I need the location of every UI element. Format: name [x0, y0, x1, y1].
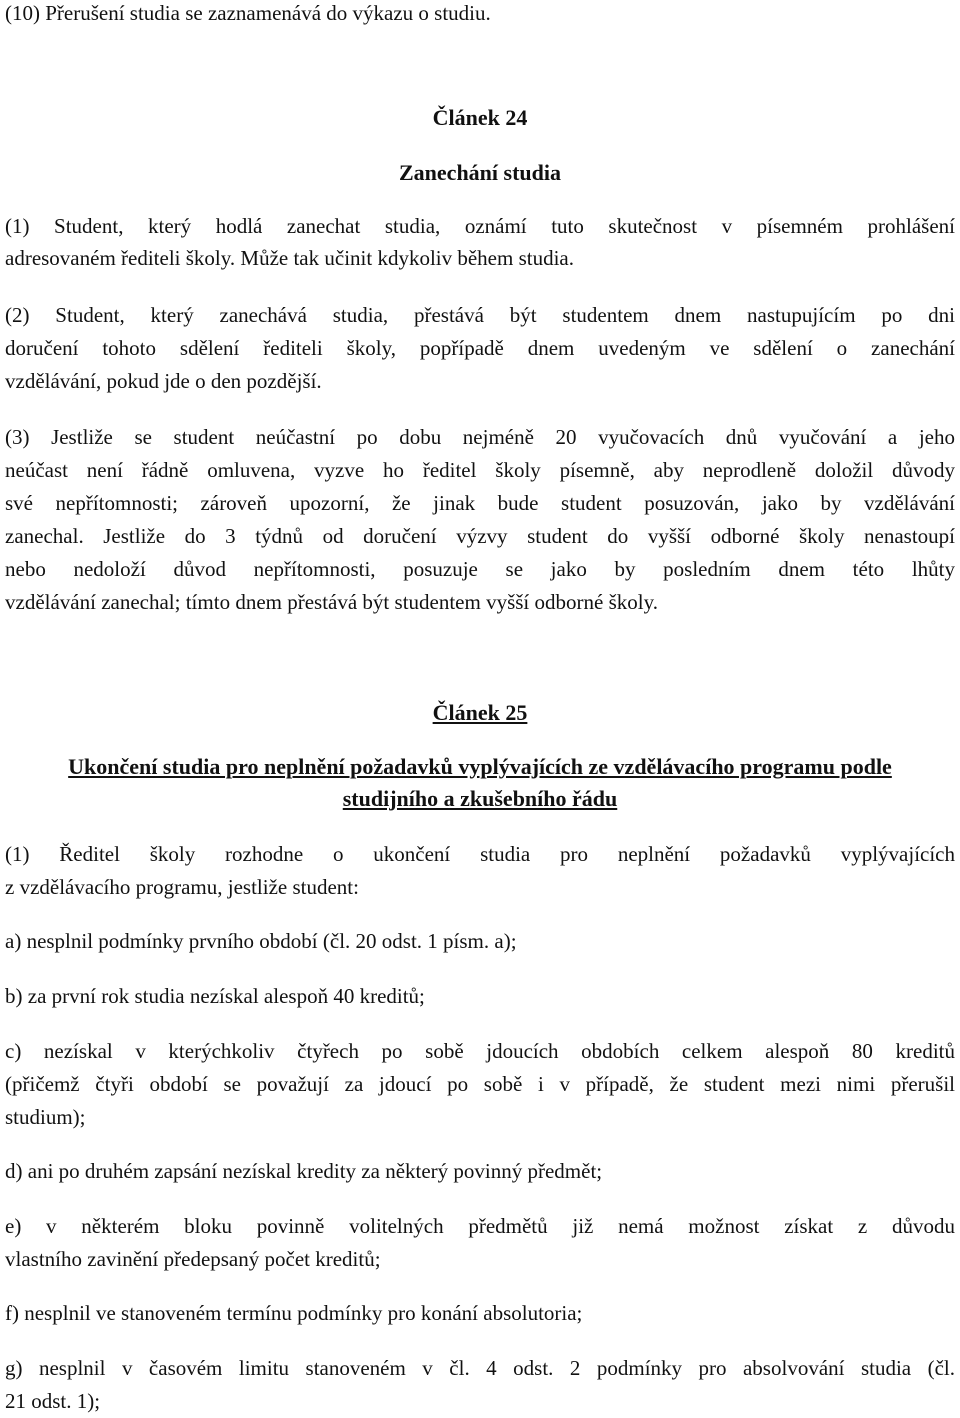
text-line: (1) Ředitel školy rozhodne o ukončení studia pro neplnění požadavků vyplývajících: [5, 842, 955, 866]
article-25-heading: Článek 25: [432, 700, 528, 725]
text-line: e) v některém bloku povinně volitelných předmětů již nemá možnost získat z důvodu: [5, 1214, 955, 1238]
list-item-c: [5, 1035, 955, 1134]
text-line: vlastního zavinění předepsaný počet kreditů;: [5, 1247, 381, 1271]
text-line: 21 odst. 1);: [5, 1389, 101, 1413]
article-24-para-1: [5, 210, 955, 275]
text-line: nebo nedoloží důvod nepřítomnosti, posuzuje se jako by posledním dnem této lhůty: [5, 557, 955, 581]
text-line: doručení tohoto sdělení řediteli školy, popřípadě dnem uvedeným ve sdělení o zanechání: [5, 336, 955, 360]
text-line: (1) Student, který hodlá zanechat studia, oznámí tuto skutečnost v písemném prohlášení: [5, 214, 955, 238]
list-item-e: [5, 1210, 955, 1276]
text-line: zanechal. Jestliže do 3 týdnů od doručení výzvy student do vyšší odborné školy nenastoupí: [5, 524, 955, 548]
text-line: vzdělávání zanechal; tímto dnem přestává být studentem vyšší odborné školy.: [5, 590, 658, 614]
text-line: (2) Student, který zanechává studia, přestává být studentem dnem nastupujícím po dni: [5, 303, 955, 327]
text-line: studium);: [5, 1105, 86, 1129]
text-line: z vzdělávacího programu, jestliže student:: [5, 875, 359, 899]
title-line: studijního a zkušebního řádu: [342, 786, 618, 811]
text-line: své nepřítomnosti; zároveň upozorní, že jinak bude student posuzován, jako by vzdělávání: [5, 491, 955, 515]
article-24-para-3: [5, 421, 955, 619]
text-line: (přičemž čtyři období se považují za jdoucí po sobě i v případě, že student mezi nimi přerušil: [5, 1072, 955, 1096]
list-item-a: a) nesplnil podmínky prvního období (čl. 20 odst. 1 písm. a);: [5, 929, 517, 953]
article-24-heading: Článek 24: [432, 105, 528, 130]
article-24-para-2: [5, 299, 955, 398]
article-25-para-1: [5, 838, 955, 904]
text-line: c) nezískal v kterýchkoliv čtyřech po sobě jdoucích obdobích celkem alespoň 80 kreditů: [5, 1039, 955, 1063]
list-item-d: d) ani po druhém zapsání nezískal kredity za některý povinný předmět;: [5, 1159, 603, 1183]
article-24-title: Zanechání studia: [399, 160, 561, 185]
text-line: adresovaném řediteli školy. Může tak učinit kdykoliv během studia.: [5, 246, 574, 270]
list-item-b: b) za první rok studia nezískal alespoň 40 kreditů;: [5, 984, 425, 1008]
text-line: (3) Jestliže se student neúčastní po dobu nejméně 20 vyučovacích dnů vyučování a jeho: [5, 425, 955, 449]
text-line: neúčast není řádně omluvena, vyzve ho ředitel školy písemně, aby neprodleně doložil důvody: [5, 458, 955, 482]
paragraph-10: (10) Přerušení studia se zaznamenává do výkazu o studiu.: [5, 1, 491, 25]
list-item-f: f) nesplnil ve stanoveném termínu podmínky pro konání absolutoria;: [5, 1301, 583, 1325]
list-item-g: [5, 1352, 955, 1418]
text-line: vzdělávání, pokud jde o den pozdější.: [5, 369, 322, 393]
article-25-title: [5, 751, 955, 815]
title-line: Ukončení studia pro neplnění požadavků vyplývajících ze vzdělávacího programu podle: [68, 754, 892, 779]
text-line: g) nesplnil v časovém limitu stanoveném v čl. 4 odst. 2 podmínky pro absolvování studia (čl.: [5, 1356, 955, 1380]
